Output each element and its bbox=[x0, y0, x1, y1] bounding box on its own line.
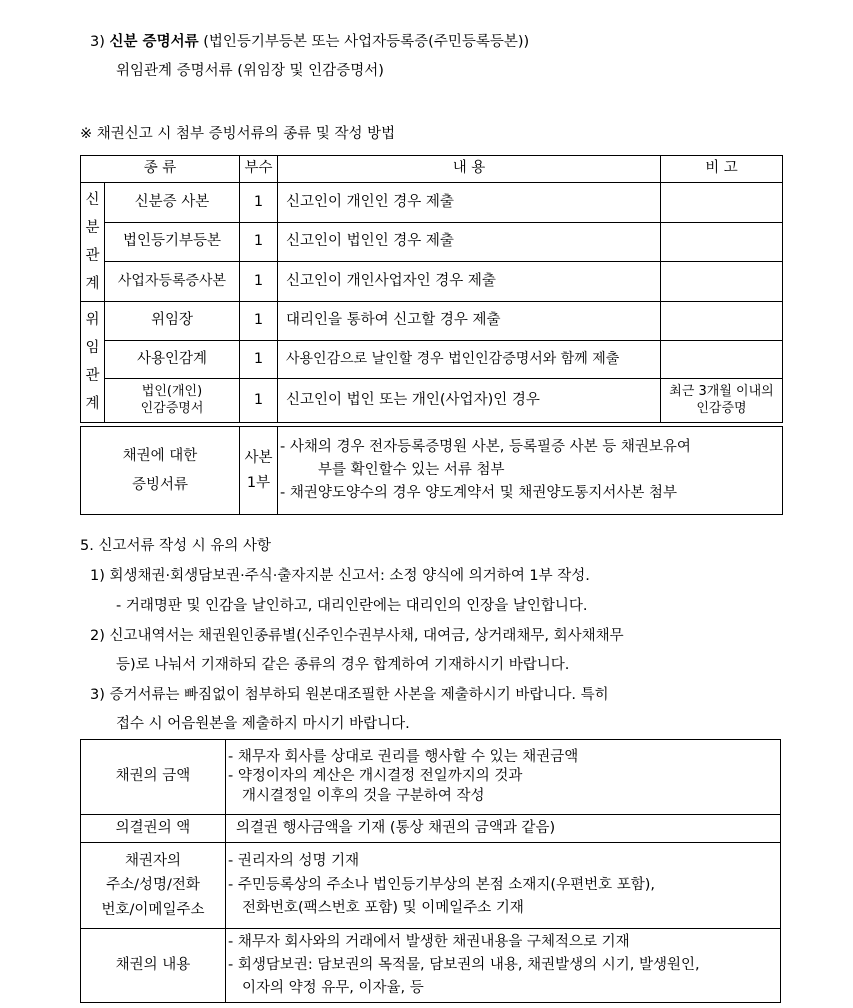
guide-line: 이자의 약정 유무, 이자율, 등 bbox=[242, 980, 424, 997]
table-row bbox=[81, 815, 781, 843]
row-kind bbox=[105, 379, 240, 423]
attachment-table bbox=[80, 155, 783, 423]
guide-label: 채권의 금액 bbox=[81, 740, 226, 815]
section5-item2b: 등)로 나눠서 기재하되 같은 종류의 경우 합계하여 기재하시기 바랍니다. bbox=[116, 657, 570, 673]
row-note-line2: 인감증명 bbox=[696, 400, 747, 416]
section5-item3: 3) 증거서류는 빠짐없이 첨부하되 원본대조필한 사본을 제출하시기 바랍니다. 특히 bbox=[90, 687, 609, 703]
row-count: 1 bbox=[240, 262, 278, 302]
section3-paren: (법인등기부등본 또는 사업자등록증(주민등록등본)) bbox=[203, 34, 530, 50]
evidence-kind bbox=[81, 427, 240, 515]
section5-item1b: - 거래명판 및 인감을 날인하고, 대리인란에는 대리인의 인장을 날인합니다. bbox=[116, 598, 588, 614]
guide-label-line: 주소/성명/전화 bbox=[106, 877, 200, 894]
row-kind-line1: 법인(개인) bbox=[141, 383, 203, 399]
table-row bbox=[81, 302, 783, 341]
guide-content bbox=[226, 929, 781, 1003]
table-row bbox=[81, 262, 783, 302]
guide-content: 의결권 행사금액을 기재 (통상 채권의 금액과 같음) bbox=[226, 815, 781, 843]
header-content: 내 용 bbox=[278, 156, 661, 183]
section3-line1 bbox=[90, 30, 529, 51]
evidence-count bbox=[240, 427, 278, 515]
header-kind: 종 류 bbox=[81, 156, 240, 183]
evidence-line1: - 사채의 경우 전자등록증명원 사본, 등록필증 사본 등 채권보유여 bbox=[280, 438, 691, 455]
table-row bbox=[81, 843, 781, 929]
evidence-table bbox=[80, 426, 783, 515]
group-identity-text: 신 분 관 계 bbox=[85, 192, 100, 292]
section5-item2: 2) 신고내역서는 채권원인종류별(신주인수권부사채, 대여금, 상거래채무, 회사채채무 bbox=[90, 628, 624, 644]
row-count: 1 bbox=[240, 302, 278, 341]
guide-label-line: 번호/이메일주소 bbox=[101, 901, 205, 918]
writing-guide-table bbox=[80, 739, 781, 1003]
row-kind: 법인등기부등본 bbox=[105, 223, 240, 262]
group-delegation-label bbox=[81, 302, 105, 423]
table-row bbox=[81, 379, 783, 423]
guide-line: - 채무자 회사를 상대로 권리를 행사할 수 있는 채권금액 bbox=[228, 748, 579, 765]
row-note bbox=[661, 379, 783, 423]
guide-line: - 채무자 회사와의 거래에서 발생한 채권내용을 구체적으로 기재 bbox=[228, 933, 630, 950]
row-kind: 위임장 bbox=[105, 302, 240, 341]
section5-item1: 1) 회생채권·회생담보권·주식·출자지분 신고서: 소정 양식에 의거하여 1부 작성. bbox=[90, 568, 590, 584]
row-note-line1: 최근 3개월 이내의 bbox=[669, 383, 774, 399]
guide-label-line: 채권자의 bbox=[124, 852, 182, 869]
table-row bbox=[81, 223, 783, 262]
guide-content bbox=[226, 740, 781, 815]
table-header-row bbox=[81, 156, 783, 183]
row-note bbox=[661, 302, 783, 341]
section3-num: 3) bbox=[90, 34, 105, 50]
section5-item3b: 접수 시 어음원본을 제출하지 마시기 바랍니다. bbox=[116, 716, 410, 732]
section5-title: 5. 신고서류 작성 시 유의 사항 bbox=[80, 538, 271, 554]
guide-line: 전화번호(팩스번호 포함) 및 이메일주소 기재 bbox=[242, 900, 524, 917]
row-content: 신고인이 법인인 경우 제출 bbox=[278, 223, 661, 262]
group-identity-label bbox=[81, 183, 105, 302]
row-note bbox=[661, 183, 783, 223]
row-note bbox=[661, 223, 783, 262]
evidence-count-line1: 사본 bbox=[244, 449, 273, 466]
guide-label bbox=[81, 843, 226, 929]
row-content: 신고인이 개인인 경우 제출 bbox=[278, 183, 661, 223]
row-content: 신고인이 개인사업자인 경우 제출 bbox=[278, 262, 661, 302]
guide-line: - 약정이자의 계산은 개시결정 전일까지의 것과 bbox=[228, 768, 523, 785]
row-kind: 사용인감계 bbox=[105, 341, 240, 379]
guide-label: 의결권의 액 bbox=[81, 815, 226, 843]
row-kind: 사업자등록증사본 bbox=[105, 262, 240, 302]
row-count: 1 bbox=[240, 341, 278, 379]
evidence-count-line2: 1부 bbox=[246, 474, 271, 491]
section3-title: 신분 증명서류 bbox=[109, 34, 199, 50]
evidence-kind-line1: 채권에 대한 bbox=[122, 447, 198, 464]
group-delegation-text: 위 임 관 계 bbox=[85, 312, 100, 412]
table-row bbox=[81, 929, 781, 1003]
table-row bbox=[81, 183, 783, 223]
header-note: 비 고 bbox=[661, 156, 783, 183]
evidence-kind-line2: 증빙서류 bbox=[131, 476, 189, 493]
row-content: 신고인이 법인 또는 개인(사업자)인 경우 bbox=[278, 379, 661, 423]
evidence-content bbox=[278, 427, 783, 515]
section3-line2: 위임관계 증명서류 (위임장 및 인감증명서) bbox=[116, 63, 384, 79]
table-row bbox=[81, 740, 781, 815]
guide-line: - 권리자의 성명 기재 bbox=[228, 852, 360, 869]
guide-line: 개시결정일 이후의 것을 구분하여 작성 bbox=[242, 787, 485, 804]
row-count: 1 bbox=[240, 183, 278, 223]
row-kind-line2: 인감증명서 bbox=[140, 400, 204, 416]
header-count: 부수 bbox=[240, 156, 278, 183]
row-content: 사용인감으로 날인할 경우 법인인감증명서와 함께 제출 bbox=[278, 341, 661, 379]
guide-line: - 주민등록상의 주소나 법인등기부상의 본점 소재지(우편번호 포함), bbox=[228, 876, 655, 893]
row-kind: 신분증 사본 bbox=[105, 183, 240, 223]
row-note bbox=[661, 262, 783, 302]
row-content: 대리인을 통하여 신고할 경우 제출 bbox=[278, 302, 661, 341]
row-note bbox=[661, 341, 783, 379]
evidence-line2: - 채권양도양수의 경우 양도계약서 및 채권양도통지서사본 첨부 bbox=[280, 485, 678, 502]
row-count: 1 bbox=[240, 223, 278, 262]
guide-line: - 회생담보권: 담보권의 목적물, 담보권의 내용, 채권발생의 시기, 발생원인, bbox=[228, 956, 700, 973]
row-count: 1 bbox=[240, 379, 278, 423]
evidence-line1b: 부를 확인할수 있는 서류 첨부 bbox=[318, 461, 505, 478]
table-row bbox=[81, 341, 783, 379]
note-title: ※ 채권신고 시 첨부 증빙서류의 종류 및 작성 방법 bbox=[80, 126, 396, 142]
guide-label: 채권의 내용 bbox=[81, 929, 226, 1003]
table-row bbox=[81, 427, 783, 515]
guide-content bbox=[226, 843, 781, 929]
